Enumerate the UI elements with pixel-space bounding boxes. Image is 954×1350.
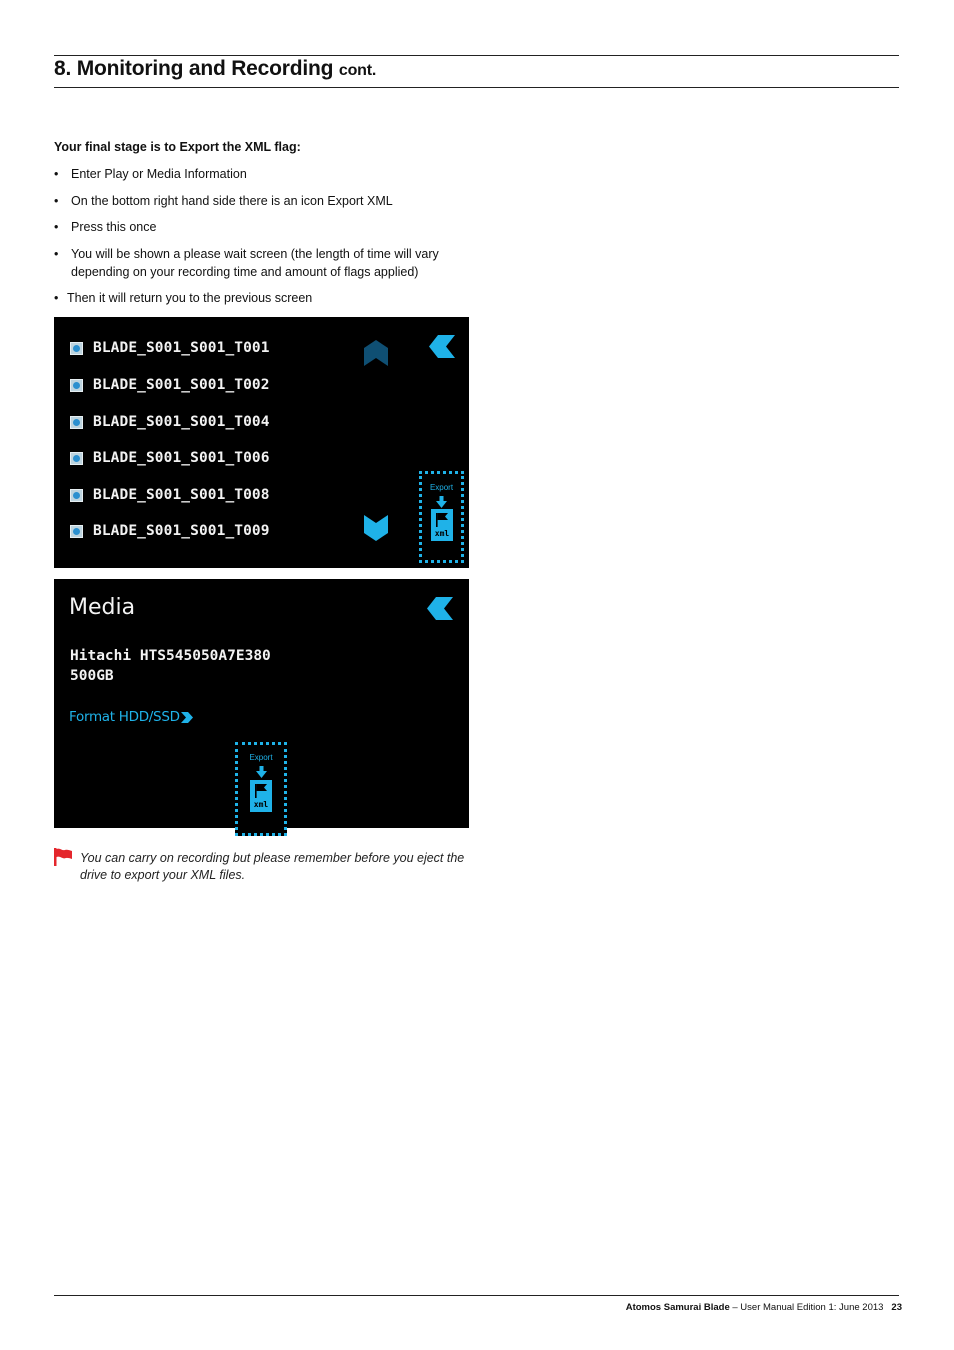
intro-heading: Your final stage is to Export the XML flag:: [54, 140, 301, 154]
file-icon: [70, 416, 83, 429]
instruction-item: • You will be shown a please wait screen (the length of time will vary depending on your recording time and amount of flags applied): [54, 245, 474, 281]
format-label: Format HDD/SSD: [69, 709, 180, 725]
chevron-up-icon[interactable]: [364, 340, 388, 366]
footer-edition: – User Manual Edition 1: June 2013: [729, 1302, 884, 1313]
file-name: BLADE_S001_S001_T008: [93, 487, 270, 503]
media-screen: [54, 579, 469, 828]
header-rule-bottom: [54, 87, 899, 88]
page-title: [54, 57, 376, 81]
instruction-list: [54, 165, 474, 316]
file-list-item[interactable]: [70, 522, 270, 540]
export-xml-button[interactable]: [419, 471, 464, 563]
file-icon: [70, 525, 83, 538]
flag-icon: [255, 784, 267, 798]
file-name: BLADE_S001_S001_T001: [93, 340, 270, 356]
xml-flag-icon: [250, 780, 272, 812]
export-label: Export: [429, 483, 454, 492]
page-number: 23: [891, 1302, 902, 1313]
file-name: BLADE_S001_S001_T004: [93, 414, 270, 430]
footer: [626, 1302, 902, 1313]
xml-label: xml: [434, 529, 450, 538]
file-name: BLADE_S001_S001_T009: [93, 523, 270, 539]
file-list-item[interactable]: [70, 376, 270, 394]
footer-brand: Atomos Samurai Blade: [625, 1302, 730, 1313]
file-list-item[interactable]: [70, 449, 270, 467]
down-arrow-icon: [436, 496, 447, 508]
flag-icon: [436, 513, 448, 527]
file-list-item[interactable]: [70, 339, 270, 357]
file-name: BLADE_S001_S001_T006: [93, 450, 270, 466]
footer-rule: [54, 1295, 899, 1296]
instruction-item: • On the bottom right hand side there is an icon Export XML: [54, 192, 474, 210]
header-rule-top: [54, 55, 899, 56]
export-xml-button[interactable]: [235, 742, 287, 836]
drive-size: 500GB: [70, 668, 114, 684]
chevron-right-icon: [181, 712, 193, 723]
file-icon: [70, 489, 83, 502]
page-title-suffix: cont.: [338, 62, 377, 79]
file-name: BLADE_S001_S001_T002: [93, 377, 270, 393]
drive-model: Hitachi HTS545050A7E380: [70, 648, 271, 664]
instruction-item: • Then it will return you to the previous screen: [54, 289, 474, 307]
file-icon: [70, 342, 83, 355]
xml-flag-icon: [431, 509, 453, 541]
red-flag-icon: [54, 848, 72, 866]
file-list-item[interactable]: [70, 486, 270, 504]
file-icon: [70, 452, 83, 465]
down-arrow-icon: [256, 766, 267, 778]
xml-label: xml: [253, 800, 269, 809]
media-title: Media: [69, 595, 136, 620]
page-title-text: 8. Monitoring and Recording: [54, 57, 334, 80]
file-icon: [70, 379, 83, 392]
instruction-item: • Press this once: [54, 218, 474, 236]
export-label: Export: [249, 753, 273, 762]
file-list-item[interactable]: [70, 413, 270, 431]
chevron-left-icon[interactable]: [427, 597, 453, 620]
chevron-left-icon[interactable]: [429, 335, 455, 358]
instruction-item: • Enter Play or Media Information: [54, 165, 474, 183]
format-drive-button[interactable]: [69, 709, 193, 725]
note-text: You can carry on recording but please remember before you eject the drive to export your XML files.: [80, 851, 465, 882]
chevron-down-icon[interactable]: [364, 515, 388, 541]
play-screen: [54, 317, 469, 568]
